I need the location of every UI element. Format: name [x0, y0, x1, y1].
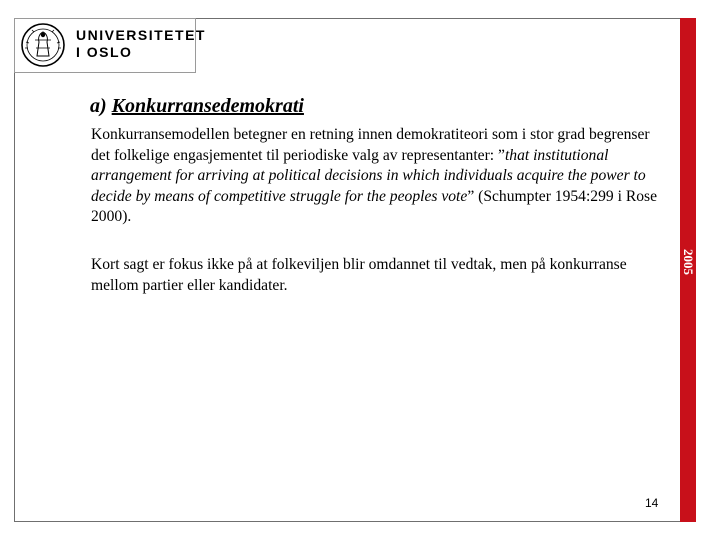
paragraph1-citation: ” (Schumpter 1954:299 i Rose 2000). — [91, 187, 658, 225]
heading-title: Konkurransedemokrati — [111, 95, 304, 117]
heading-prefix: a) — [90, 95, 107, 117]
university-name-line2: I OSLO — [76, 44, 133, 60]
page-number: 14 — [645, 496, 659, 510]
paragraph1-intro: Konkurransemodellen betegner en retning innen demokratiteori som i stor grad begrenser det folkelige engasjementet til periodiske valg av representanter: ” — [91, 126, 650, 164]
university-name-line1: UNIVERSITETET — [76, 27, 206, 43]
university-seal-icon — [20, 22, 66, 68]
year-label: 2005 — [681, 249, 696, 275]
paragraph1-quote: that institutional arrangement for arriving at political decisions in which individuals acquire the power to decide by means of competitive struggle for the peoples vote — [91, 146, 646, 205]
paragraph-summary: Kort sagt er fokus ikke på at folkeviljen blir omdannet til vedtak, men på konkurranse mellom partier eller kandidater. — [91, 256, 627, 294]
slide-heading — [90, 95, 304, 118]
university-name — [76, 27, 206, 61]
paragraph-definition — [91, 125, 671, 228]
